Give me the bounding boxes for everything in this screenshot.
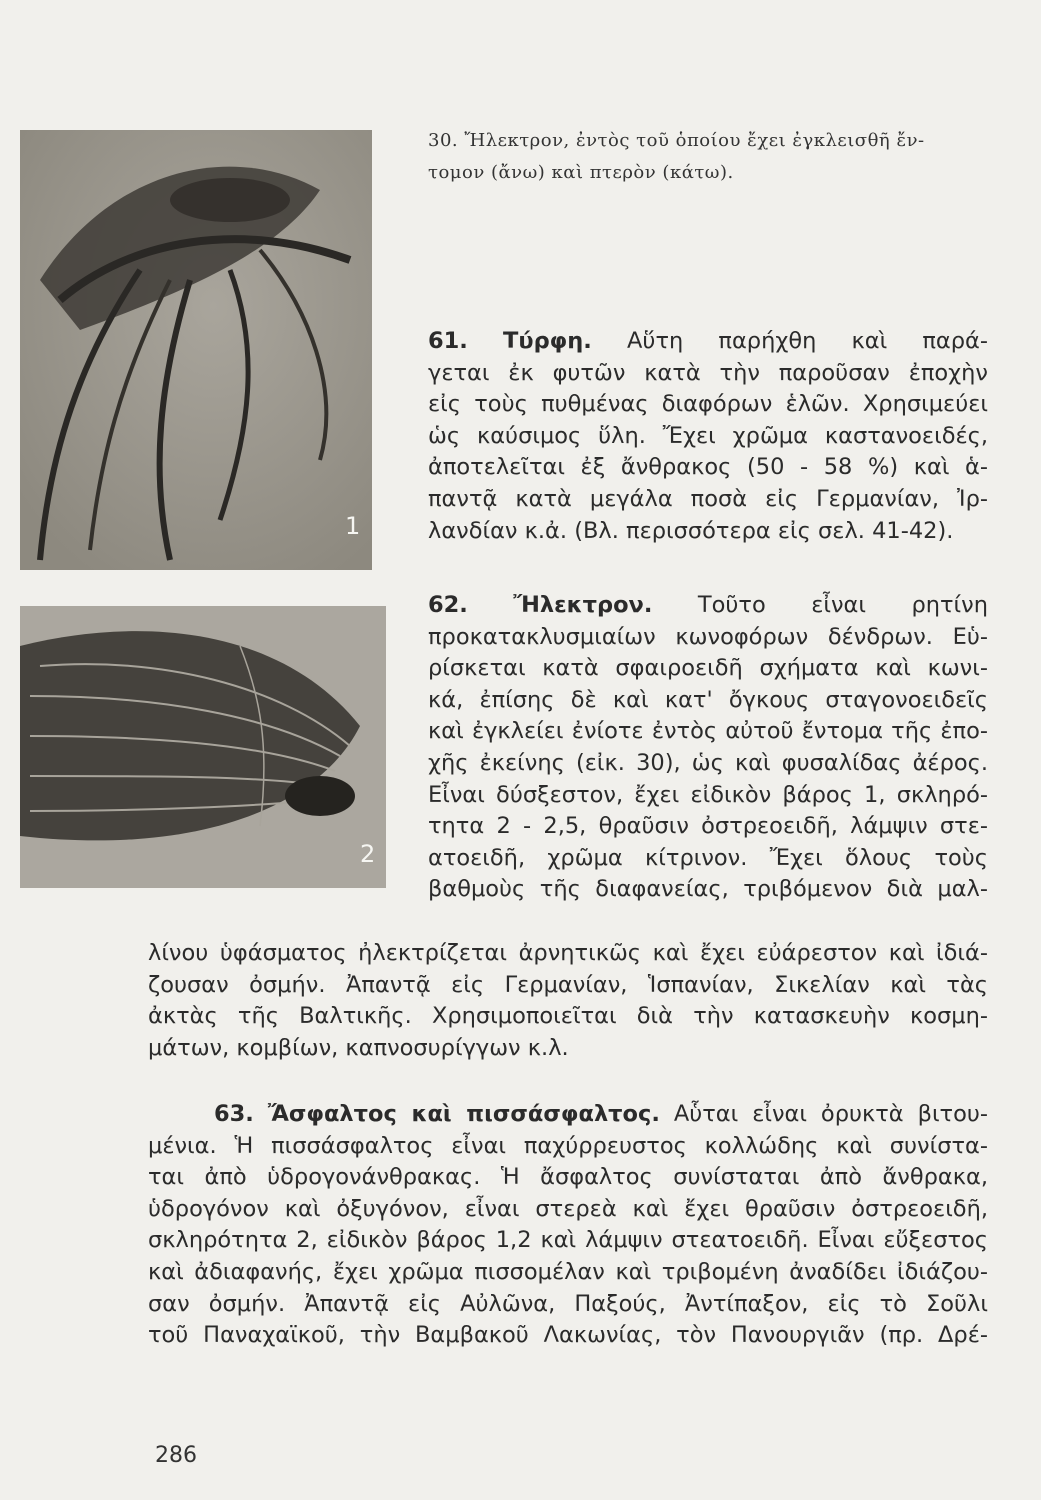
- text-line: ρίσκεται κατὰ σφαιροειδῆ σχήματα καὶ κωνι-: [428, 655, 988, 682]
- text-line: Τοῦτο εἶναι ρητίνη: [697, 592, 988, 618]
- text-line: ὑδρογόνον καὶ ὀξυγόνον, εἶναι στερεὰ καὶ ἔχει θραῦσιν ὀστρεοειδῆ,: [148, 1195, 988, 1222]
- section-number: 63.: [214, 1101, 254, 1127]
- caption-line: 30. Ἤλεκτρον, ἐντὸς τοῦ ὁποίου ἔχει ἐγκλεισθῆ ἔν-: [428, 130, 925, 151]
- text-line: Εἶναι δύσξεστον, ἔχει εἰδικὸν βάρος 1, σκληρό-: [428, 781, 988, 808]
- insect-illustration: [20, 130, 372, 570]
- text-line: μάτων, κομβίων, καπνοσυρίγγων κ.λ.: [148, 1034, 569, 1061]
- section-number: 62.: [428, 592, 468, 618]
- text-line: λανδίαν κ.ἀ. (Βλ. περισσότερα εἰς σελ. 41-42).: [428, 517, 954, 544]
- figure-caption: [428, 125, 1008, 189]
- text-line: τοῦ Παναχαϊκοῦ, τὴν Βαμβακοῦ Λακωνίας, τὸν Πανουργιᾶν (πρ. Δρέ-: [148, 1322, 988, 1349]
- text-line: καὶ ἐγκλείει ἐνίοτε ἐντὸς αὐτοῦ ἔντομα τῆς ἐπο-: [428, 718, 988, 745]
- text-line: Αὕτη παρήχθη καὶ παρά-: [627, 328, 989, 354]
- text-line: κά, ἐπίσης δὲ καὶ κατ' ὄγκους σταγονοειδεῖς: [428, 686, 988, 713]
- figure-label-1: 1: [345, 512, 361, 540]
- text-line: μένια. Ἡ πισσάσφαλτος εἶναι παχύρρευστος κολλώδης καὶ συνίστα-: [148, 1132, 988, 1159]
- section-title: Ἤλεκτρον.: [513, 592, 653, 618]
- wing-illustration: [20, 606, 386, 888]
- section-title: Ἄσφαλτος καὶ πισσάσφαλτος.: [267, 1101, 660, 1127]
- text-line: ὡς καύσιμος ὕλη. Ἔχει χρῶμα καστανοειδές,: [428, 422, 988, 449]
- text-line: σκληρότητα 2, εἰδικὸν βάρος 1,2 καὶ λάμψιν στεατοειδῆ. Εἶναι εὔξεστος: [148, 1227, 988, 1254]
- text-line: γεται ἐκ φυτῶν κατὰ τὴν παροῦσαν ἐποχὴν: [428, 359, 988, 386]
- text-line: ατοειδῆ, χρῶμα κίτρινον. Ἔχει ὅλους τοὺς: [428, 844, 988, 871]
- text-line: λίνου ὑφάσματος ἠλεκτρίζεται ἀρνητικῶς καὶ ἔχει εὐάρεστον καὶ ἰδιά-: [148, 940, 988, 966]
- section-title: Τύρφη.: [503, 328, 592, 354]
- section-62-continuation: [148, 938, 988, 1064]
- text-line: προκατακλυσμιαίων κωνοφόρων δένδρων. Εὑ-: [428, 623, 988, 650]
- text-line: ζουσαν ὀσμήν. Ἀπαντᾷ εἰς Γερμανίαν, Ἱσπανίαν, Σικελίαν καὶ τὰς: [148, 971, 988, 998]
- text-line: Αὗται εἶναι ὀρυκτὰ βιτου-: [673, 1101, 989, 1127]
- section-61: [428, 326, 988, 547]
- figure-label-2: 2: [360, 840, 376, 868]
- text-line: ἀποτελεῖται ἐξ ἄνθρακος (50 - 58 %) καὶ ἁ-: [428, 454, 988, 481]
- text-line: χῆς ἐκείνης (εἰκ. 30), ὡς καὶ φυσαλίδας ἀέρος.: [428, 749, 988, 776]
- text-line: εἰς τοὺς πυθμένας διαφόρων ἑλῶν. Χρησιμεύει: [428, 391, 988, 418]
- text-line: ται ἀπὸ ὑδρογονάνθρακας. Ἡ ἄσφαλτος συνίσταται ἀπὸ ἄνθρακα,: [148, 1164, 988, 1191]
- section-number: 61.: [428, 328, 468, 354]
- caption-line: τομον (ἄνω) καὶ πτερὸν (κάτω).: [428, 162, 734, 183]
- section-63: [148, 1099, 988, 1352]
- text-line: παντᾷ κατὰ μεγάλα ποσὰ εἰς Γερμανίαν, Ἰρ-: [428, 485, 988, 512]
- text-line: ἀκτὰς τῆς Βαλτικῆς. Χρησιμοποιεῖται διὰ τὴν κατασκευὴν κοσμη-: [148, 1003, 988, 1030]
- text-line: σαν ὀσμήν. Ἀπαντᾷ εἰς Αὐλῶνα, Παξούς, Ἀντίπαξον, εἰς τὸ Σοῦλι: [148, 1290, 988, 1317]
- page-number: 286: [155, 1443, 197, 1468]
- text-line: καὶ ἀδιαφανής, ἔχει χρῶμα πισσομέλαν καὶ τριβομένη ἀναδίδει ἰδιάζου-: [148, 1258, 988, 1285]
- amber-wing-photo: [20, 606, 386, 888]
- amber-insect-photo: [20, 130, 372, 570]
- section-62: [428, 590, 988, 906]
- text-line: τητα 2 - 2,5, θραῦσιν ὀστρεοειδῆ, λάμψιν στε-: [428, 813, 988, 840]
- text-line: βαθμοὺς τῆς διαφανείας, τριβόμενον διὰ μαλ-: [428, 876, 988, 903]
